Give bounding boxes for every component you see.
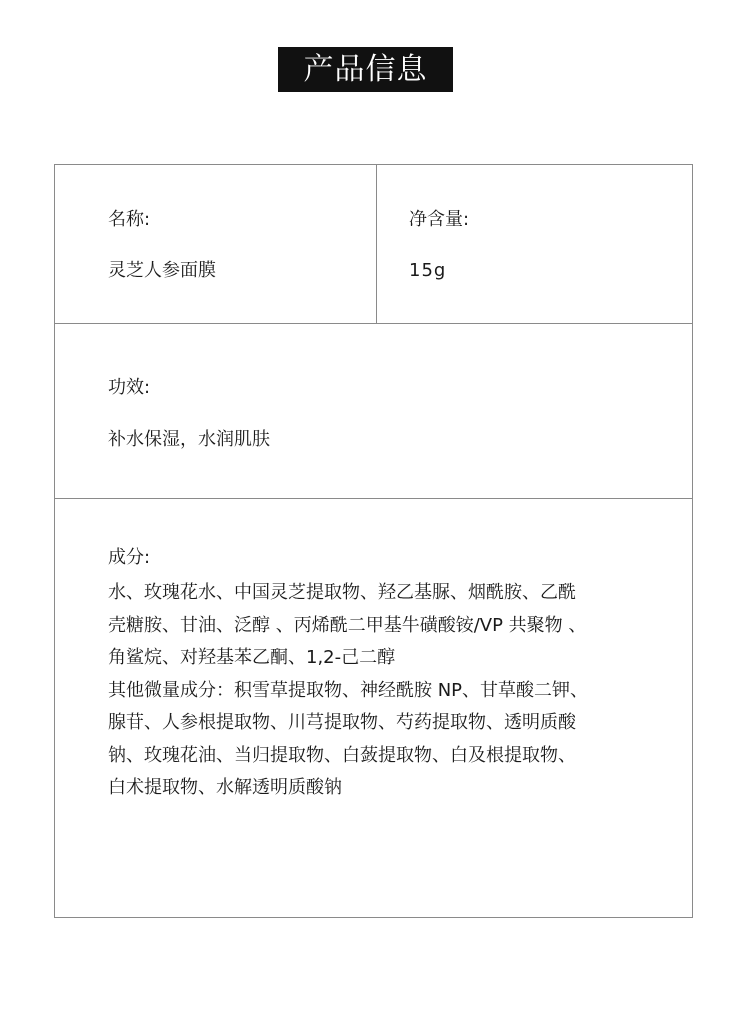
efficacy-label: 功效: <box>108 377 151 398</box>
ingredients-line: 其他微量成分：积雪草提取物、神经酰胺 NP、甘草酸二钾、 <box>108 679 589 701</box>
cell-divider <box>376 165 377 324</box>
product-info-table <box>54 164 693 918</box>
ingredients-line: 角鲨烷、对羟基苯乙酮、1,2-己二醇 <box>108 647 396 668</box>
ingredients-line: 腺苷、人参根提取物、川芎提取物、芍药提取物、透明质酸 <box>108 712 576 733</box>
row-efficacy <box>55 324 692 499</box>
name-value: 灵芝人参面膜 <box>108 260 216 281</box>
ingredients-label: 成分: <box>108 547 151 568</box>
ingredients-line: 钠、玫瑰花油、当归提取物、白蔹提取物、白及根提取物、 <box>108 744 576 766</box>
efficacy-value: 补水保湿，水润肌肤 <box>108 429 270 450</box>
name-label: 名称: <box>108 209 151 230</box>
net-content-value: 15g <box>409 260 447 281</box>
ingredients-text <box>108 577 668 805</box>
ingredients-line: 白术提取物、水解透明质酸钠 <box>108 777 342 798</box>
ingredients-line: 水、玫瑰花水、中国灵芝提取物、羟乙基脲、烟酰胺、乙酰 <box>108 582 576 603</box>
row-ingredients <box>55 499 692 917</box>
row-name-content <box>55 165 692 324</box>
net-content-label: 净含量: <box>409 209 470 230</box>
page-title: 产品信息 <box>278 47 453 92</box>
ingredients-line: 壳糖胺、甘油、泛醇 、丙烯酰二甲基牛磺酸铵/VP 共聚物 、 <box>108 614 587 636</box>
